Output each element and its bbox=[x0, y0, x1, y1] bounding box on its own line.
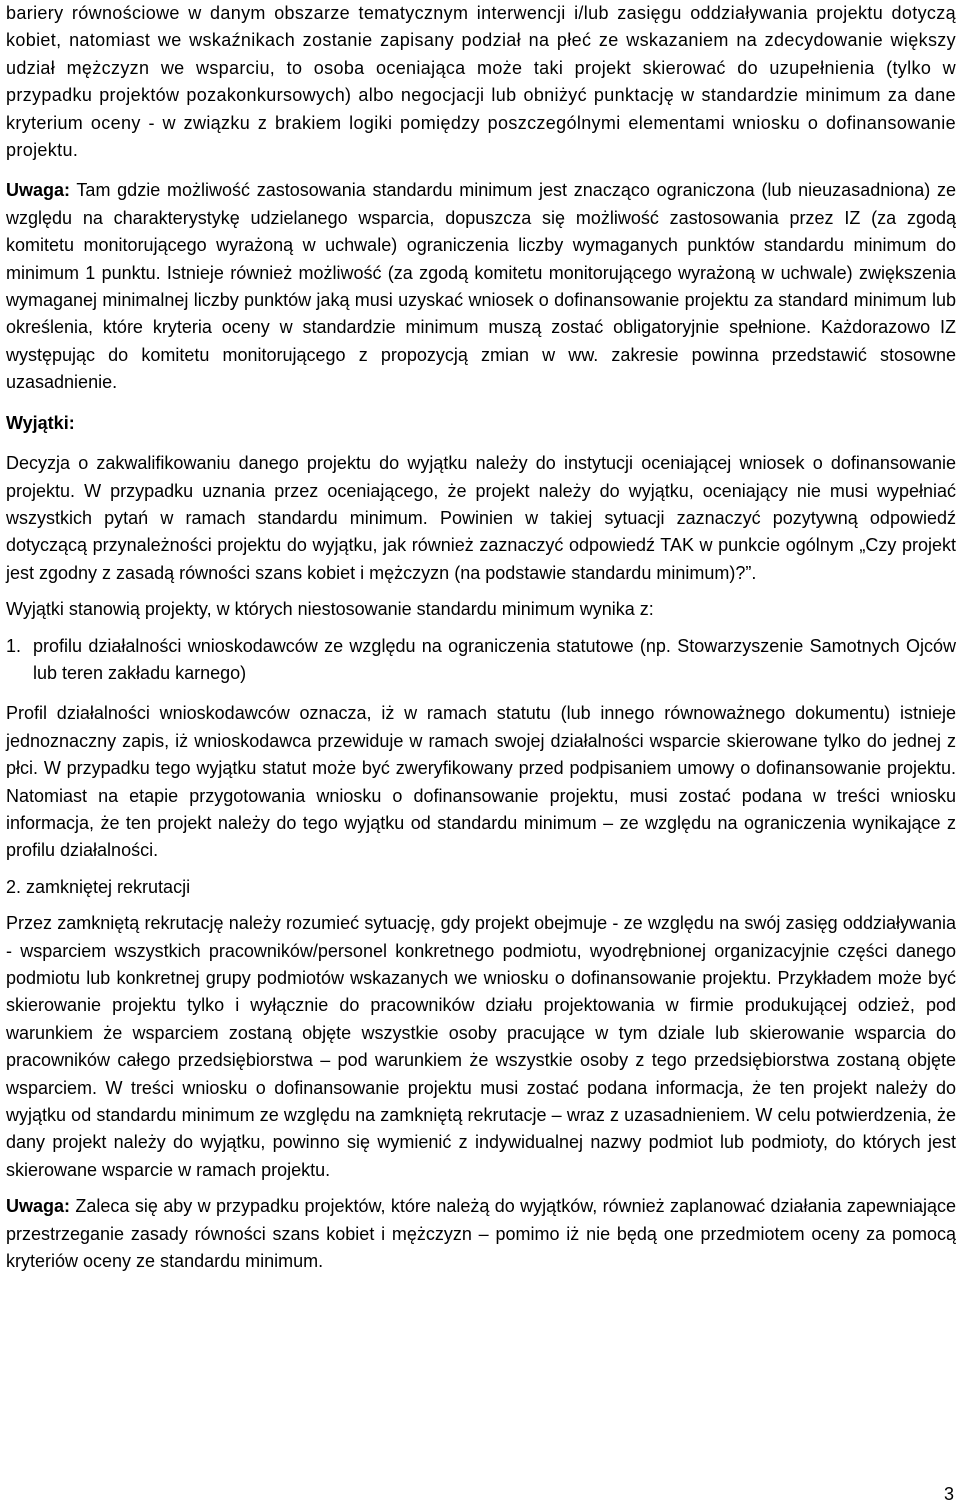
item2-paragraph: Przez zamkniętą rekrutację należy rozumieć sytuację, gdy projekt obejmuje - ze względu na swój zasięg oddziaływania - wsparciem wszystkich pracowników/personel konkretnego podmiotu, wyodrębnionej organizacyjnie części danego podmiotu lub konkretnej grupy podmiotów wskazanych we wniosku o dofinansowanie projektu. Przykładem może być skierowanie projektu tylko i wyłącznie do pracowników działu projektowania w firmie produkującej odzież, pod warunkiem że wsparciem zostaną objęte wszystkie osoby pracujące w tym dziale lub skierowanie wsparcia do pracowników całego przedsiębiorstwa – pod warunkiem że wszystkie osoby z tego przedsiębiorstwa zostaną objęte wsparciem. W treści wniosku o dofinansowanie projektu musi zostać podana informacja, że ten projekt należy do wyjątku od standardu minimum ze względu na zamkniętą rekrutacje – wraz z uzasadnieniem. W celu potwierdzenia, że dany projekt należy do wyjątku, powinno się wymienić z indywidualnej nazwy podmiot lub podmioty, do których jest skierowane wsparcie w ramach projektu. bbox=[6, 913, 956, 1180]
item2-heading: 2. zamkniętej rekrutacji bbox=[6, 876, 191, 897]
document-page bbox=[6, 0, 956, 1275]
list-item-1-text: profilu działalności wnioskodawców ze względu na ograniczenia statutowe (np. Stowarzyszenie Samotnych Ojców lub teren zakładu karnego) bbox=[33, 635, 956, 683]
list-item-1 bbox=[6, 633, 956, 688]
page-number: 3 bbox=[943, 1484, 954, 1504]
exceptions-intro: Wyjątki stanowią projekty, w których niestosowanie standardu minimum wynika z: bbox=[6, 599, 654, 620]
note-text-2: Zaleca się aby w przypadku projektów, które należą do wyjątków, również zaplanować działania zapewniające przestrzeganie zasady równości szans kobiet i mężczyzn – pomimo iż nie będą one przedmiotem oceny za pomocą kryteriów oceny ze standardu minimum. bbox=[6, 1196, 956, 1272]
item1-paragraph: Profil działalności wnioskodawców oznacza, iż w ramach statutu (lub innego równoważnego dokumentu) istnieje jednoznaczny zapis, iż wnioskodawca przewiduje w ramach swojej działalności wsparcie skierowane tylko do jednej z płci. W przypadku tego wyjątku statut może być zweryfikowany przed podpisaniem umowy o dofinansowanie projektu. Natomiast na etapie przygotowania wniosku o dofinansowanie projektu, musi zostać podana w treści wniosku informacja, że ten projekt należy do tego wyjątku od standardu minimum – ze względu na ograniczenia wynikające z profilu działalności. bbox=[6, 703, 956, 861]
exceptions-heading: Wyjątki: bbox=[6, 412, 75, 433]
note-text-1: Tam gdzie możliwość zastosowania standardu minimum jest znacząco ograniczona (lub nieuzasadniona) ze względu na charakterystykę udzielanego wsparcia, dopuszcza się możliwość zastosowania przez IZ (za zgodą komitetu monitorującego wyrażoną w uchwale) ograniczenia liczby wymaganych punktów standardu minimum do minimum 1 punktu. Istnieje również możliwość (za zgodą komitetu monitorującego wyrażoną w uchwale) zwiększenia wymaganej minimalnej liczby punktów jaką musi uzyskać wniosek o dofinansowanie projektu za standard minimum lub określenia, które kryteria oceny w standardzie minimum muszą zostać obligatoryjnie spełnione. Każdorazowo IZ występując do komitetu monitorującego z propozycją zmian w ww. zakresie powinna przedstawić stosowne uzasadnienie. bbox=[6, 180, 956, 393]
intro-paragraph: bariery równościowe w danym obszarze tematycznym interwencji i/lub zasięgu oddziaływania projektu dotyczą kobiet, natomiast we wskaźnikach zostanie zapisany podział na płeć ze wskazaniem na zdecydowanie większy udział mężczyzn we wsparciu, to osoba oceniająca może taki projekt skierować do uzupełnienia (tylko w przypadku projektów pozakonkursowych) albo negocjacji lub obniżyć punktację w standardzie minimum za dane kryterium oceny - w związku z brakiem logiki pomiędzy poszczególnymi elementami wniosku o dofinansowanie projektu. bbox=[6, 3, 956, 161]
exceptions-paragraph: Decyzja o zakwalifikowaniu danego projektu do wyjątku należy do instytucji oceniającej wniosek o dofinansowanie projektu. W przypadku uznania przez oceniającego, że projekt należy do wyjątku, oceniający nie musi wypełniać wszystkich pytań w ramach standardu minimum. Powinien w takiej sytuacji zaznaczyć pozytywną odpowiedź dotyczącą przynależności projektu do wyjątku, jak również zaznaczyć odpowiedź TAK w punkcie ogólnym „Czy projekt jest zgodny z zasadą równości szans kobiet i mężczyzn (na podstawie standardu minimum)?”. bbox=[6, 453, 956, 583]
note-label-2: Uwaga: bbox=[6, 1196, 71, 1217]
note-label-1: Uwaga: bbox=[6, 180, 71, 201]
note-paragraph-2 bbox=[6, 1193, 956, 1275]
note-paragraph-1 bbox=[6, 177, 956, 396]
list-item-1-number: 1. bbox=[6, 635, 22, 656]
